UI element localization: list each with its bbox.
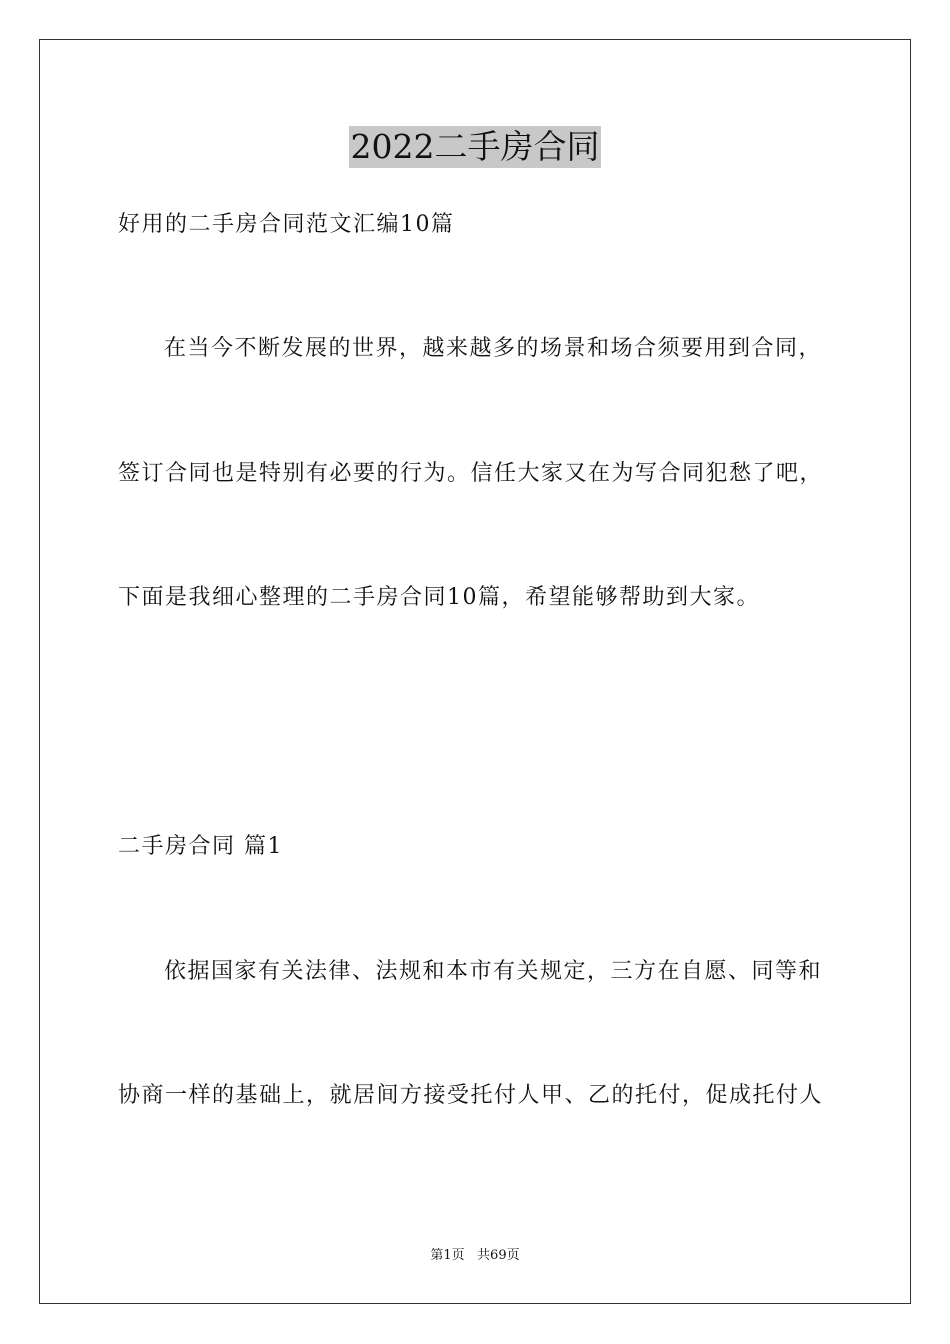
document-title: 2022二手房合同 — [350, 127, 600, 166]
page-footer: 第1页 共69页 — [430, 1248, 520, 1263]
section-line-1: 依据国家有关法律、法规和本市有关规定，三方在自愿、同等和 — [164, 959, 823, 984]
section-heading: 二手房合同 篇1 — [118, 834, 283, 859]
document-subtitle: 好用的二手房合同范文汇编10篇 — [118, 212, 455, 237]
intro-line-3: 下面是我细心整理的二手房合同10篇，希望能够帮助到大家。 — [118, 585, 760, 610]
document-title-container — [0, 126, 950, 168]
intro-line-1: 在当今不断发展的世界，越来越多的场景和场合须要用到合同， — [164, 336, 823, 361]
section-line-2: 协商一样的基础上，就居间方接受托付人甲、乙的托付，促成托付人 — [118, 1083, 824, 1108]
intro-line-2: 签订合同也是特别有必要的行为。信任大家又在为写合同犯愁了吧， — [118, 461, 824, 486]
